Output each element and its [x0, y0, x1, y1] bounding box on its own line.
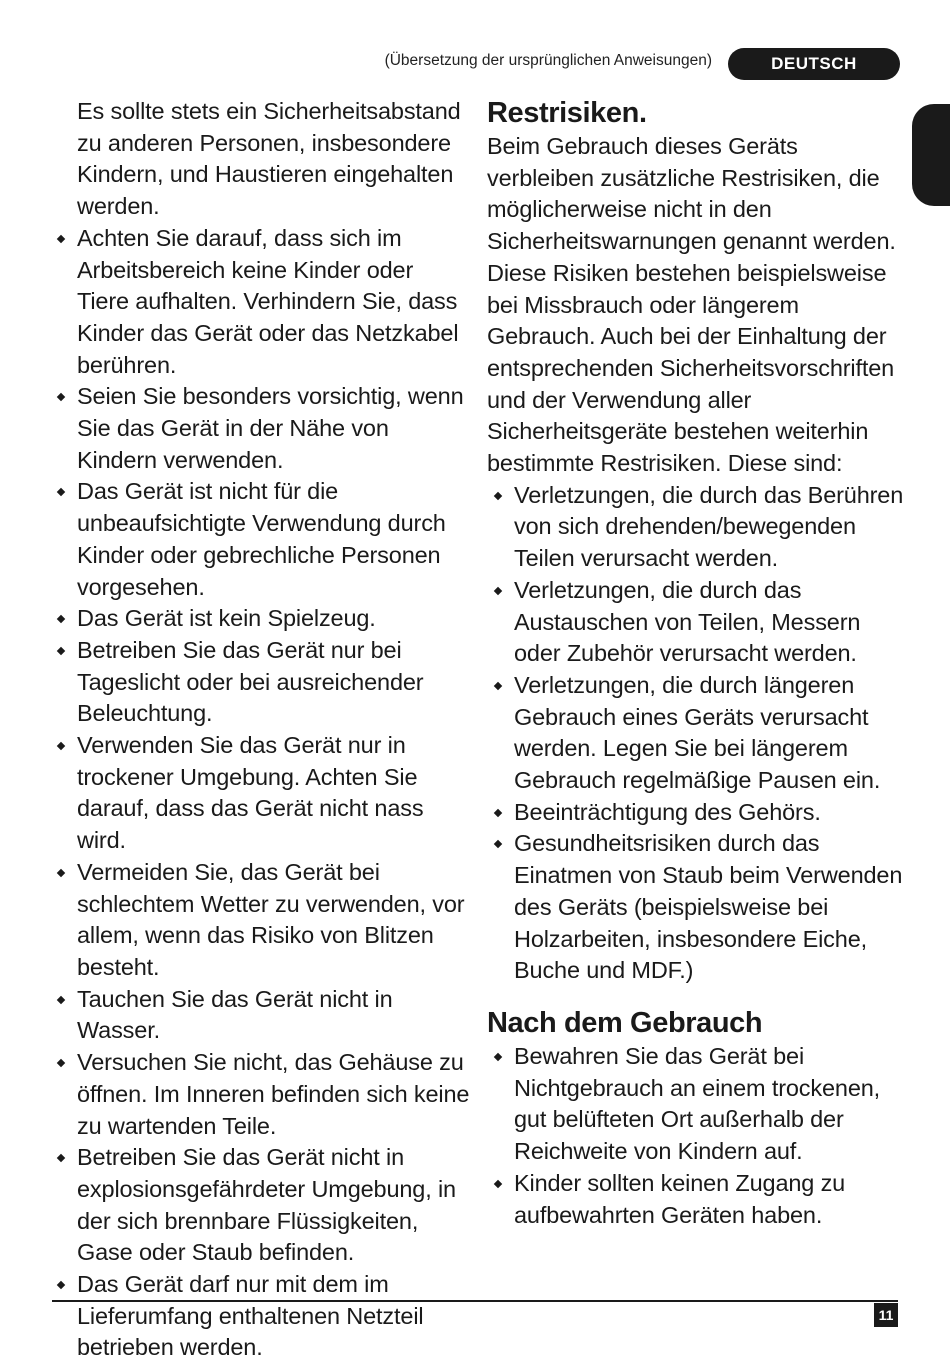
diamond-bullet-icon: [57, 869, 65, 877]
list-item-text: Verwenden Sie das Gerät nur in trockener Umgebung. Achten Sie darauf, dass das Gerät nicht nass wird.: [77, 732, 424, 854]
diamond-bullet-icon: [494, 1180, 502, 1188]
diamond-bullet-icon: [494, 809, 502, 817]
list-item: [50, 1142, 470, 1269]
intro-paragraph: Es sollte stets ein Sicherheitsabstand zu anderen Personen, insbesondere Kindern, und Haustieren eingehalten werden.: [77, 98, 461, 220]
list-item-text: Achten Sie darauf, dass sich im Arbeitsbereich keine Kinder oder Tiere aufhalten. Verhindern Sie, dass Kinder das Gerät oder das Netzkabel berühren.: [77, 224, 459, 378]
list-item-text: Verletzungen, die durch das Austauschen von Teilen, Messern oder Zubehör verursacht werden.: [514, 576, 861, 667]
section-heading-restrisiken: Restrisiken.: [487, 97, 647, 129]
right-column: [487, 96, 907, 1231]
list-item-text: Seien Sie besonders vorsichtig, wenn Sie das Gerät in der Nähe von Kindern verwenden.: [77, 383, 464, 473]
list-item-text: Das Gerät ist kein Spielzeug.: [77, 605, 376, 632]
list-item: [487, 575, 907, 670]
section-tab: [912, 104, 950, 206]
diamond-bullet-icon: [57, 1281, 65, 1289]
diamond-bullet-icon: [494, 492, 502, 500]
list-item: [487, 1041, 907, 1168]
list-item: [50, 381, 470, 476]
restrisiken-paragraph-1: Beim Gebrauch dieses Geräts verbleiben zusätzliche Restrisiken, die möglicherweise nicht in den Sicherheitswarnungen genannt werden.: [487, 133, 896, 255]
section-heading-nach-dem-gebrauch: Nach dem Gebrauch: [487, 1006, 763, 1039]
list-item-text: Beeinträchtigung des Gehörs.: [514, 798, 821, 825]
list-item-text: Verletzungen, die durch längeren Gebrauch eines Geräts verursacht werden. Legen Sie bei längerem Gebrauch regelmäßige Pausen ein.: [514, 671, 881, 794]
footer-rule: [52, 1300, 898, 1302]
list-item-text: Das Gerät darf nur mit dem im Lieferumfang enthaltenen Netzteil betrieben werden.: [77, 1271, 424, 1361]
list-item: [50, 223, 470, 382]
list-item: [50, 984, 470, 1047]
diamond-bullet-icon: [494, 587, 502, 595]
list-item: [487, 670, 907, 797]
list-item-text: Vermeiden Sie, das Gerät bei schlechtem Wetter zu verwenden, vor allem, wenn das Risiko von Blitzen besteht.: [77, 858, 465, 980]
list-item-text: Verletzungen, die durch das Berühren von sich drehenden/bewegenden Teilen verursacht werden.: [514, 481, 904, 572]
diamond-bullet-icon: [57, 742, 65, 750]
translation-note: (Übersetzung der ursprünglichen Anweisungen): [384, 52, 712, 69]
language-badge: DEUTSCH: [728, 48, 900, 80]
list-item: [487, 1168, 907, 1231]
list-item: [50, 1047, 470, 1142]
diamond-bullet-icon: [494, 840, 502, 848]
diamond-bullet-icon: [57, 1154, 65, 1162]
list-item: [50, 603, 470, 635]
list-item: [50, 635, 470, 730]
list-item-text: Betreiben Sie das Gerät nicht in explosionsgefährdeter Umgebung, in der sich brennbare Flüssigkeiten, Gase oder Staub befinden.: [77, 1144, 456, 1266]
list-item: [487, 480, 907, 575]
diamond-bullet-icon: [57, 488, 65, 496]
diamond-bullet-icon: [57, 393, 65, 401]
restrisiken-paragraph-2: Diese Risiken bestehen beispielsweise bei Missbrauch oder längerem Gebrauch. Auch bei der Einhaltung der entsprechenden Sicherheitsvorschriften und der Verwendung aller Sicherheitsgeräte bestehen weiterhin bestimmte Restrisiken. Diese sind:: [487, 259, 895, 477]
list-item-text: Das Gerät ist nicht für die unbeaufsichtigte Verwendung durch Kinder oder gebrechliche Personen vorgesehen.: [77, 478, 446, 600]
list-item: [50, 730, 470, 857]
diamond-bullet-icon: [57, 615, 65, 623]
diamond-bullet-icon: [57, 996, 65, 1004]
list-item: [487, 828, 907, 987]
diamond-bullet-icon: [494, 682, 502, 690]
list-item-text: Versuchen Sie nicht, das Gehäuse zu öffnen. Im Inneren befinden sich keine zu wartenden Teile.: [77, 1049, 470, 1139]
list-item: [50, 1269, 470, 1364]
list-item-text: Tauchen Sie das Gerät nicht in Wasser.: [77, 985, 393, 1044]
list-item: [50, 857, 470, 984]
left-column: [50, 96, 470, 1364]
diamond-bullet-icon: [494, 1053, 502, 1061]
list-item-text: Kinder sollten keinen Zugang zu aufbewahrten Geräten haben.: [514, 1169, 846, 1228]
diamond-bullet-icon: [57, 235, 65, 243]
diamond-bullet-icon: [57, 647, 65, 655]
diamond-bullet-icon: [57, 1059, 65, 1067]
list-item-text: Gesundheitsrisiken durch das Einatmen von Staub beim Verwenden des Geräts (beispielsweise bei Holzarbeiten, insbesondere Eiche, Buche und MDF.): [514, 830, 903, 984]
page-number: 11: [874, 1303, 898, 1327]
list-item-text: Betreiben Sie das Gerät nur bei Tageslicht oder bei ausreichender Beleuchtung.: [77, 636, 424, 727]
list-item: [50, 476, 470, 603]
list-item: [487, 797, 907, 829]
list-item-text: Bewahren Sie das Gerät bei Nichtgebrauch an einem trockenen, gut belüfteten Ort außerhalb der Reichweite von Kindern auf.: [514, 1042, 881, 1165]
